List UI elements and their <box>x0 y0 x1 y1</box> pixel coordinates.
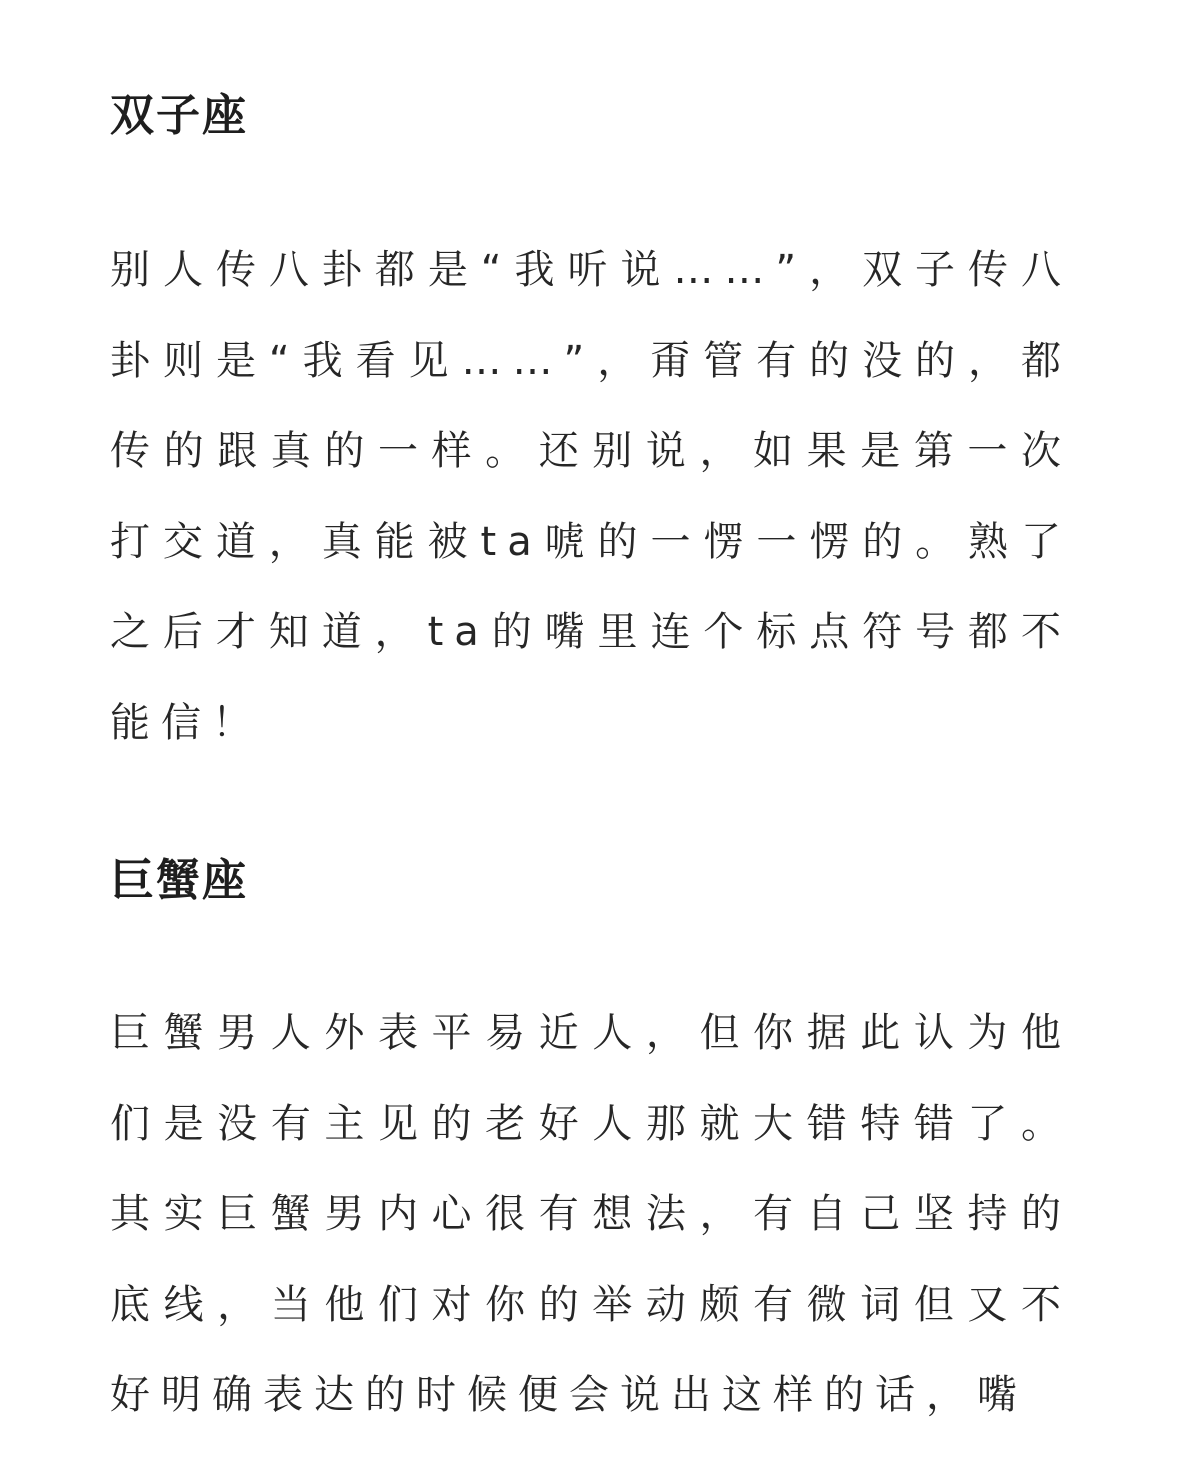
section-title-cancer: 巨蟹座 <box>110 855 248 906</box>
section-paragraph-cancer: 巨蟹男人外表平易近人，但你据此认为他们是没有主见的老好人那就大错特错了。其实巨蟹男内心很有想法，有自己坚持的底线，当他们对你的举动颇有微词但又不好明确表达的时候便会说出这样的话，嘴 <box>110 1010 1072 1418</box>
section-title-gemini: 双子座 <box>110 90 248 141</box>
section-paragraph-gemini: 别人传八卦都是“我听说……”，双子传八卦则是“我看见……”，甭管有的没的，都传的跟真的一样。还别说，如果是第一次打交道，真能被ta唬的一愣一愣的。熟了之后才知道，ta的嘴里连个标点符号都不能信！ <box>110 247 1072 746</box>
